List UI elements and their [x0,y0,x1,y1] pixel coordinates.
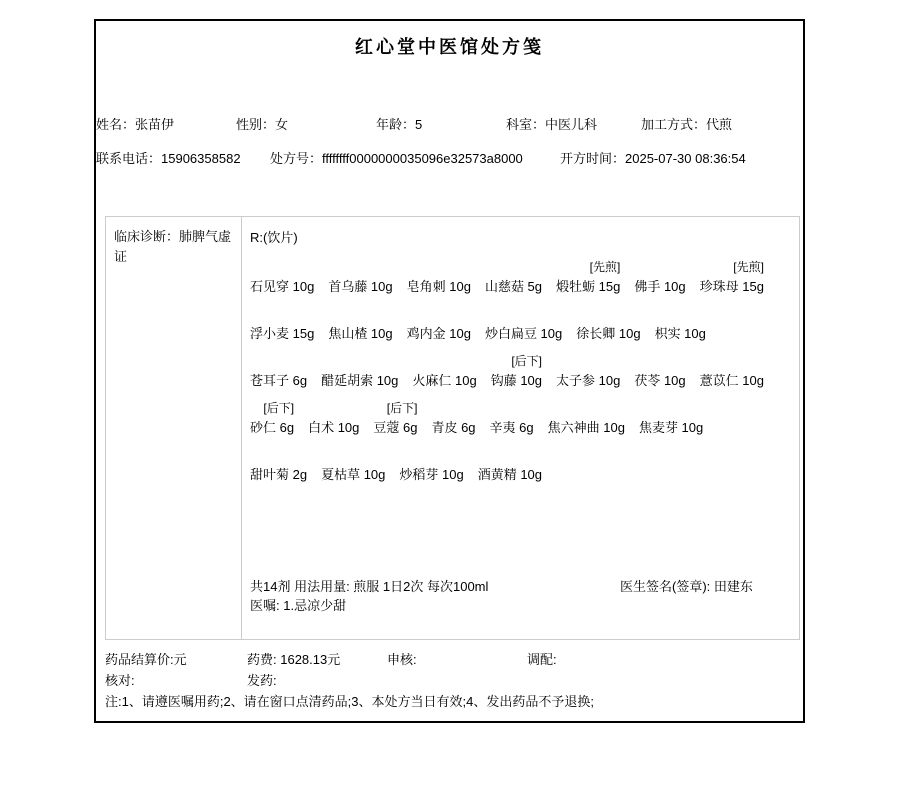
issue-medicine-field [247,672,277,690]
medical-advice: 医嘱: 1.忌凉少甜 [250,598,347,613]
check-label: 核对: [105,673,135,688]
department-label: 科室： [506,117,546,132]
herb-entry: 焦麦芽 10g [638,420,704,435]
issue-medicine-label: 发药: [247,673,277,688]
patient-name-label: 姓名： [96,117,136,132]
med-item [250,351,307,398]
issue-time-field [560,150,746,168]
med-item [491,351,542,398]
decoction-note: [后下] [263,401,295,415]
prescription-id-field [270,150,523,168]
herb-entry: 炒白扁豆 10g [484,326,563,341]
settlement-price-value: 元 [173,652,187,667]
herb-entry: 首乌藤 10g [328,279,393,294]
herb-entry: 石见穿 10g [250,279,315,294]
decoction-note: [后下] [386,401,418,415]
herb-entry: 钩藤 10g [490,373,543,388]
med-item [250,257,314,304]
medicine-fee-value: 1628.13元 [276,652,341,667]
patient-age-field [376,116,422,134]
decoction-note [655,304,706,324]
patient-info-row-1 [96,116,803,134]
decoction-note [548,398,625,418]
herb-entry: 珍珠母 15g [699,279,764,294]
med-item [328,257,392,304]
diagnosis-text: 临床诊断：肺脾气虚证 [114,229,232,264]
med-line [250,398,791,445]
med-item [548,398,625,445]
settlement-price-label: 药品结算价: [105,652,174,667]
decoction-note [321,445,385,465]
prescription-id-label: 处方号： [270,151,323,166]
med-item [556,257,620,304]
med-item [634,257,685,304]
med-item [407,304,471,351]
med-item [328,304,392,351]
decoction-note [321,351,398,371]
processing-method-label: 加工方式： [641,117,707,132]
settlement-price-field [105,651,187,669]
med-line [250,257,791,304]
doctor-signature: 医生签名(签章): 田建东 [620,579,753,594]
patient-name-field [96,116,174,134]
decoction-note [250,351,307,371]
med-item [399,445,463,492]
phone-label: 联系电话： [96,151,162,166]
dispense-prepare-label: 调配: [527,652,557,667]
page-title: 红心堂中医馆处方笺 [355,37,544,57]
herb-entry: 白术 10g [308,420,360,435]
decoction-note [639,398,703,418]
med-item [655,304,706,351]
usage-text: 共14剂 用法用量: 煎服 1日2次 每次100ml [250,579,489,594]
decoction-note [485,257,542,277]
med-line [250,304,791,351]
patient-age-value: 5 [415,117,423,132]
med-item [478,445,542,492]
herb-entry: 浮小麦 15g [250,326,315,341]
med-item [485,257,542,304]
decoction-note [485,304,562,324]
herb-entry: 皂角刺 10g [406,279,471,294]
herb-entry: 夏枯草 10g [321,467,386,482]
herb-entry: 火麻仁 10g [412,373,477,388]
issue-time-value: 2025-07-30 08:36:54 [625,151,746,166]
herb-entry: 醋延胡索 10g [321,373,399,388]
herb-entry: 青皮 6g [431,420,476,435]
med-line [250,445,791,492]
med-line [250,351,791,398]
patient-name-value: 张苗伊 [135,117,175,132]
herb-entry: 焦六神曲 10g [547,420,625,435]
med-item [490,398,534,445]
decoction-note [431,398,475,418]
review-field [387,651,417,669]
decoction-note [634,351,685,371]
decoction-note: [先煎] [733,260,764,274]
medicine-fee-label: 药费: [247,652,277,667]
patient-gender-value: 女 [275,117,289,132]
med-item [485,304,562,351]
department-field [506,116,597,134]
rx-header: R:(饮片) [250,230,298,245]
med-item [556,351,620,398]
herb-entry: 辛夷 6g [489,420,534,435]
med-item [250,304,314,351]
decoction-note [576,304,640,324]
med-item [373,398,417,445]
dispense-prepare-field [527,651,557,669]
document-border [94,19,805,723]
med-item [700,351,764,398]
med-item [431,398,475,445]
footer-row-1 [105,651,794,669]
decoction-note [328,304,392,324]
med-item [634,351,685,398]
med-item [412,351,476,398]
processing-method-field [641,116,732,134]
med-item [407,257,471,304]
decoction-note [490,398,534,418]
diagnosis-cell [106,217,242,639]
med-item [639,398,703,445]
herb-entry: 酒黄精 10g [477,467,543,482]
patient-info-row-2 [96,150,803,168]
herb-entry: 山慈菇 5g [484,279,543,294]
herb-entry: 苍耳子 6g [250,373,308,388]
med-item [308,398,359,445]
herb-entry: 徐长卿 10g [576,326,641,341]
herb-entry: 焦山楂 10g [328,326,393,341]
decoction-note [250,445,307,465]
herb-entry: 甜叶菊 2g [250,467,308,482]
patient-gender-label: 性别： [236,117,276,132]
patient-age-label: 年龄： [376,117,416,132]
decoction-note: [先煎] [589,260,621,274]
med-item [321,445,385,492]
decoction-note [308,398,359,418]
patient-gender-field [236,116,288,134]
med-item [321,351,398,398]
footer-row-2 [105,672,794,690]
issue-time-label: 开方时间： [560,151,626,166]
herb-entry: 鸡内金 10g [406,326,471,341]
herb-entry: 煅牡蛎 15g [556,279,621,294]
rx-bottom [250,577,791,615]
processing-method-value: 代煎 [706,117,733,132]
herb-entry: 茯苓 10g [634,373,686,388]
herb-entry: 枳实 10g [654,326,706,341]
prescription-id-value: ffffffff0000000035096e32573a8000 [322,151,523,166]
check-field [105,672,135,690]
herb-entry: 佛手 10g [634,279,686,294]
decoction-note [250,304,314,324]
med-lines [250,257,791,492]
phone-field [96,150,241,168]
decoction-note [328,257,392,277]
decoction-note [478,445,542,465]
decoction-note [399,445,463,465]
decoction-note [556,351,620,371]
herb-entry: 薏苡仁 10g [699,373,764,388]
herb-entry: 砂仁 6g [250,420,295,435]
med-item [700,257,764,304]
med-item [576,304,640,351]
herb-entry: 太子参 10g [556,373,621,388]
decoction-note [407,257,471,277]
herb-entry: 豆蔻 6g [373,420,418,435]
medicine-fee-field [247,651,340,669]
department-value: 中医儿科 [545,117,598,132]
decoction-note [407,304,471,324]
footer-note: 注:1、请遵医嘱用药;2、请在窗口点清药品;3、本处方当日有效;4、发出药品不予退换; [105,694,594,709]
decoction-note [700,351,764,371]
review-label: 申核: [387,652,417,667]
decoction-note: [后下] [511,354,543,368]
decoction-note [412,351,476,371]
decoction-note [250,257,314,277]
decoction-note [634,257,685,277]
herb-entry: 炒稻芽 10g [399,467,464,482]
prescription-table [105,216,800,640]
phone-value: 15906358582 [161,151,241,166]
med-item [250,398,294,445]
prescription-cell [242,217,799,639]
usage-line [250,577,791,596]
med-item [250,445,307,492]
